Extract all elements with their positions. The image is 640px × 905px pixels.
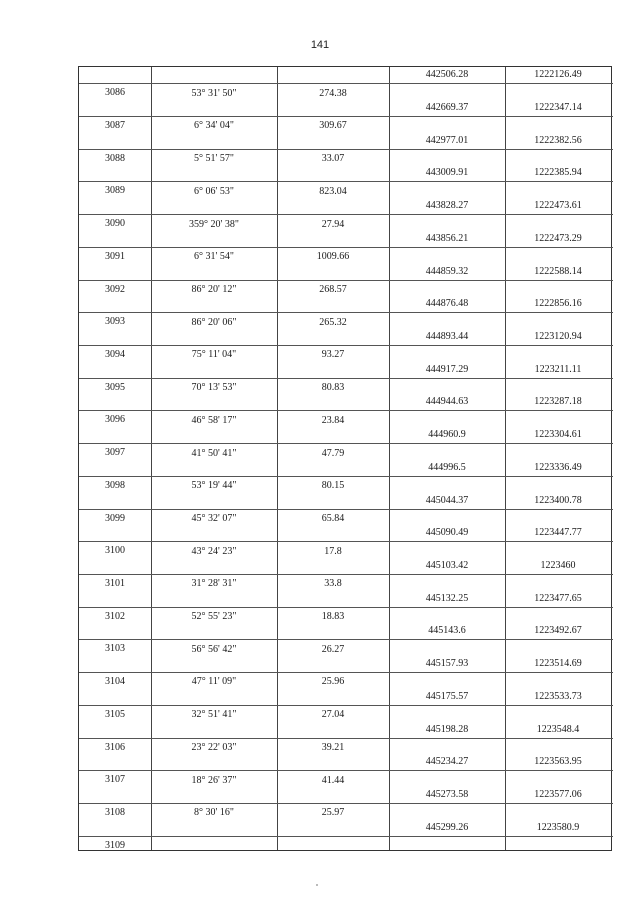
bearing: 5° 51' 57": [194, 153, 234, 165]
easting: 1223563.95: [534, 756, 582, 768]
distance: 47.79: [321, 447, 345, 459]
row-rule: [79, 476, 613, 477]
row-rule: [79, 149, 613, 150]
bearing: 56° 56' 42": [191, 643, 237, 655]
northing: 444893.44: [425, 331, 469, 342]
easting: 1223287.18: [534, 396, 582, 408]
bearing: 8° 30' 16": [194, 807, 234, 819]
station-id: 3098: [105, 479, 125, 491]
distance: 41.44: [321, 774, 345, 786]
row-rule: [79, 378, 613, 379]
bearing: 53° 19' 44": [191, 480, 237, 492]
northing: 445044.37: [425, 494, 469, 506]
row-rule: [79, 509, 613, 510]
easting: 1223477.65: [534, 592, 582, 604]
bearing: 6° 06' 53": [194, 185, 234, 197]
row-rule: [79, 410, 613, 411]
distance: 80.15: [321, 480, 345, 492]
traverse-table: [78, 66, 612, 851]
easting: 1222382.56: [534, 134, 582, 146]
bearing: 86° 20' 06": [191, 316, 237, 328]
distance: 823.04: [319, 185, 347, 197]
northing: 444917.29: [425, 363, 469, 375]
station-id: 3101: [105, 577, 125, 589]
row-rule: [79, 607, 613, 608]
row-rule: [79, 181, 613, 182]
easting: 1223580.9: [536, 821, 580, 833]
station-id: 3104: [105, 676, 125, 688]
easting: 1222385.94: [534, 167, 582, 179]
distance: 33.8: [324, 578, 342, 590]
distance: 27.94: [321, 218, 345, 230]
row-rule: [79, 639, 613, 640]
station-id: 3094: [105, 349, 125, 360]
northing: 442977.01: [425, 134, 469, 146]
bearing: 18° 26' 37": [191, 774, 237, 786]
row-rule: [79, 214, 613, 215]
easting: 1223336.49: [534, 461, 582, 473]
station-id: 3105: [105, 708, 125, 720]
row-rule: [79, 280, 613, 281]
distance: 25.96: [321, 676, 345, 688]
northing: 444996.5: [428, 461, 466, 473]
easting: 1222347.14: [534, 102, 582, 114]
northing: 445234.27: [425, 756, 469, 768]
northing: 444944.63: [425, 396, 469, 408]
station-id: 3097: [105, 447, 125, 459]
distance: 93.27: [321, 349, 345, 361]
row-rule: [79, 116, 613, 117]
row-rule: [79, 443, 613, 444]
row-rule: [79, 770, 613, 771]
bearing: 53° 31' 50": [191, 87, 237, 99]
bearing: 31° 28' 31": [191, 578, 237, 590]
station-id: 3093: [105, 316, 125, 328]
easting: 1222473.29: [534, 232, 582, 244]
northing: 442669.37: [425, 102, 469, 114]
station-id: 3103: [105, 643, 125, 655]
bearing: 86° 20' 12": [191, 283, 237, 295]
row-rule: [79, 803, 613, 804]
station-id: 3106: [105, 741, 125, 753]
northing: 445103.42: [425, 559, 469, 571]
station-id: 3086: [105, 87, 125, 99]
easting: 1223447.77: [534, 527, 582, 539]
station-id: 3092: [105, 283, 125, 295]
easting: 1223460: [540, 559, 576, 571]
bearing: 75° 11' 04": [191, 349, 237, 361]
bearing: 23° 22' 03": [191, 741, 237, 753]
distance: 17.8: [324, 545, 342, 557]
page-number: 141: [310, 39, 330, 51]
bearing: 6° 31' 54": [194, 251, 234, 263]
easting: 1223400.78: [534, 494, 582, 506]
northing: 444960.9: [428, 429, 466, 441]
distance: 1009.66: [316, 251, 350, 263]
distance: 309.67: [319, 120, 347, 132]
station-id: 3095: [105, 381, 125, 393]
bearing: 45° 32' 07": [191, 512, 237, 524]
distance: 33.07: [321, 153, 345, 165]
station-id: 3108: [105, 806, 125, 818]
northing: 445198.28: [425, 723, 469, 735]
northing: 445273.58: [425, 788, 469, 800]
northing: 445090.49: [425, 527, 469, 539]
station-id: 3091: [105, 250, 125, 262]
northing: 445175.57: [425, 690, 469, 702]
bearing: 52° 55' 23": [191, 611, 237, 623]
station-id: 3089: [105, 185, 125, 197]
easting: 1222856.16: [534, 298, 582, 310]
row-rule: [79, 836, 613, 837]
bearing: 359° 20' 38": [189, 218, 239, 230]
easting: 1222126.49: [534, 69, 582, 81]
northing: 444876.48: [425, 298, 469, 310]
row-rule: [79, 738, 613, 739]
row-rule: [79, 541, 613, 542]
easting: 1223304.61: [534, 429, 582, 441]
station-id: 3099: [105, 512, 125, 524]
station-row: [79, 819, 611, 852]
distance: 65.84: [321, 512, 345, 524]
bearing: 43° 24' 23": [191, 545, 237, 557]
northing: 442506.28: [425, 69, 469, 81]
easting: 1223577.06: [534, 788, 582, 800]
bearing: 32° 51' 41": [191, 709, 237, 721]
easting: 1223211.11: [534, 363, 582, 375]
easting: 1223514.69: [534, 658, 582, 670]
distance: 80.83: [321, 382, 345, 394]
distance: 27.04: [321, 709, 345, 721]
northing: 443856.21: [425, 232, 469, 244]
distance: 23.84: [321, 414, 345, 426]
easting: 1222588.14: [534, 265, 582, 277]
northing: 443828.27: [425, 200, 469, 212]
easting: 1223533.73: [534, 690, 582, 702]
station-id: 3100: [105, 545, 125, 557]
bearing: 41° 50' 41": [191, 447, 237, 459]
northing: 444859.32: [425, 265, 469, 277]
row-rule: [79, 574, 613, 575]
scan-speck: [316, 884, 318, 886]
distance: 26.27: [321, 643, 345, 655]
easting: 1223548.4: [536, 723, 580, 735]
northing: 443009.91: [425, 167, 469, 179]
bearing: 46° 58' 17": [191, 414, 237, 426]
northing: 445143.6: [428, 625, 466, 637]
distance: 39.21: [321, 741, 345, 753]
station-id: 3107: [105, 774, 125, 786]
station-id: 3088: [105, 152, 125, 164]
row-rule: [79, 705, 613, 706]
easting: 1223120.94: [534, 331, 582, 342]
distance: 268.57: [319, 283, 347, 295]
station-id: 3109: [105, 839, 125, 851]
row-rule: [79, 247, 613, 248]
station-id: 3102: [105, 610, 125, 622]
station-id: 3090: [105, 218, 125, 230]
bearing: 70° 13' 53": [191, 382, 237, 394]
distance: 18.83: [321, 611, 345, 623]
distance: 25.97: [321, 807, 345, 819]
station-id: 3087: [105, 120, 125, 132]
distance: 265.32: [319, 316, 347, 328]
easting: 1223492.67: [534, 625, 582, 637]
station-id: 3096: [105, 414, 125, 426]
northing: 445132.25: [425, 592, 469, 604]
row-rule: [79, 345, 613, 346]
row-rule: [79, 312, 613, 313]
row-rule: [79, 672, 613, 673]
bearing: 6° 34' 04": [194, 120, 234, 132]
distance: 274.38: [319, 87, 347, 99]
row-rule: [79, 83, 613, 84]
easting: 1222473.61: [534, 200, 582, 212]
northing: 445157.93: [425, 658, 469, 670]
bearing: 47° 11' 09": [191, 676, 237, 688]
northing: 445299.26: [425, 821, 469, 833]
